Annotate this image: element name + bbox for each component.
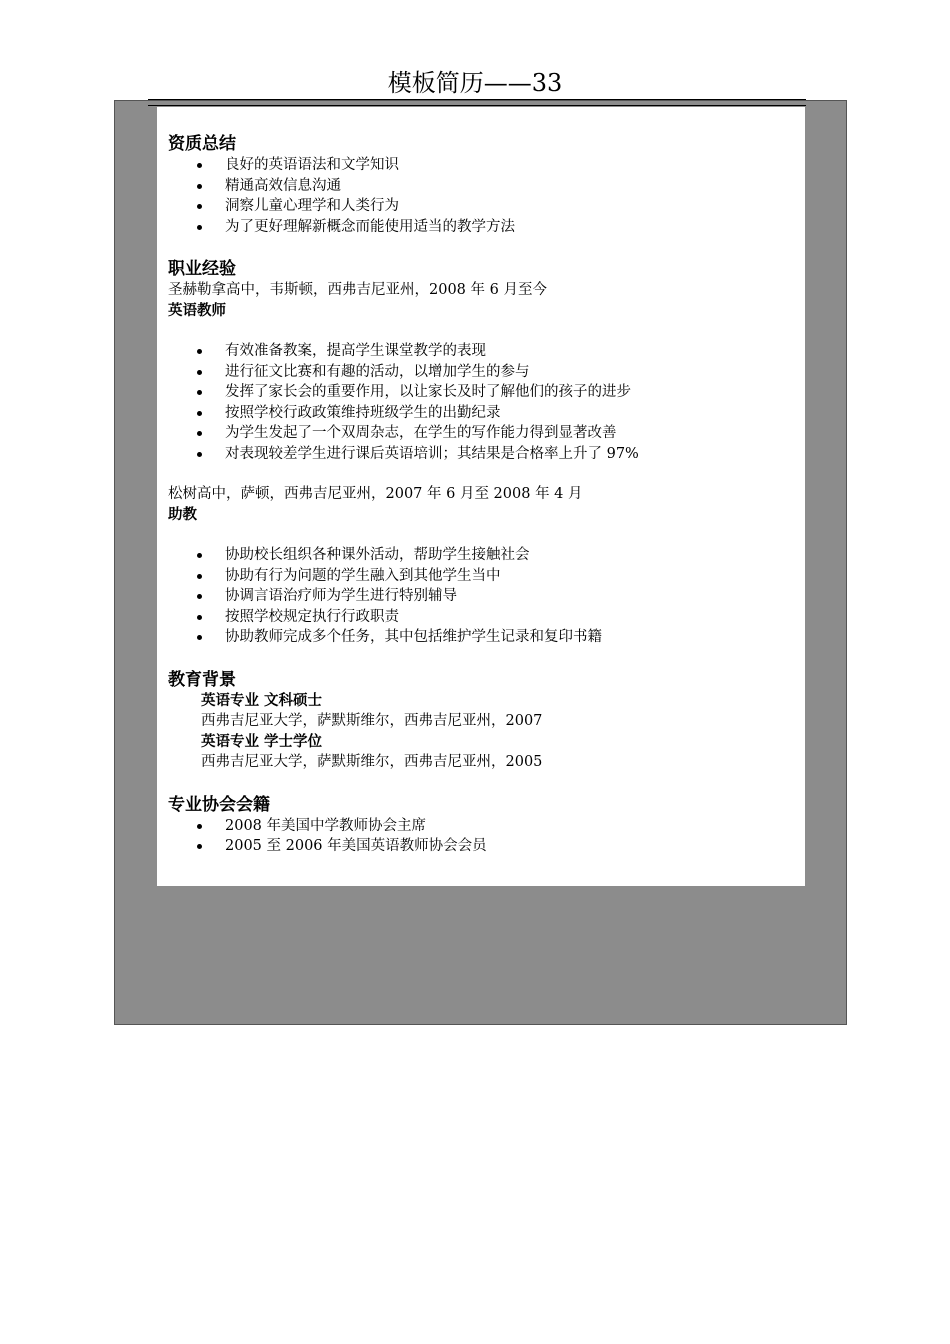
job-place: 圣赫勒拿高中，韦斯顿，西弗吉尼亚州，2008 年 6 月至今 (168, 282, 547, 298)
title-rule-thin (148, 105, 806, 106)
bullet-icon (197, 574, 202, 579)
list-item: 精通高效信息沟通 (168, 176, 798, 197)
list-item: 按照学校行政政策维持班级学生的出勤纪录 (168, 403, 798, 424)
education-entries (168, 691, 798, 773)
bullet-icon (197, 844, 202, 849)
bullet-icon (197, 615, 202, 620)
bullet-icon (197, 635, 202, 640)
list-item: 发挥了家长会的重要作用，以让家长及时了解他们的孩子的进步 (168, 382, 798, 403)
resume-content (168, 133, 798, 857)
bullet-icon (197, 390, 202, 395)
list-item: 按照学校规定执行行政职责 (168, 607, 798, 628)
job-duties-list (168, 545, 798, 648)
job-role: 助教 (168, 506, 197, 523)
list-item: 2008 年美国中学教师协会主席 (168, 816, 798, 837)
bullet-icon (197, 411, 202, 416)
resume-page (157, 107, 805, 886)
list-item: 2005 至 2006 年美国英语教师协会会员 (168, 836, 798, 857)
education-school: 西弗吉尼亚大学，萨默斯维尔，西弗吉尼亚州，2007 (201, 713, 543, 729)
bullet-icon (197, 184, 202, 189)
list-item: 为学生发起了一个双周杂志，在学生的写作能力得到显著改善 (168, 423, 798, 444)
education-degree: 英语专业 学士学位 (201, 733, 323, 750)
list-item: 良好的英语语法和文学知识 (168, 155, 798, 176)
bullet-icon (197, 163, 202, 168)
document-title: 模板简历——33 (387, 69, 563, 97)
list-item: 协调言语治疗师为学生进行特别辅导 (168, 586, 798, 607)
list-item: 协助有行为问题的学生融入到其他学生当中 (168, 566, 798, 587)
qualifications-heading: 资质总结 (168, 134, 236, 154)
education-school: 西弗吉尼亚大学，萨默斯维尔，西弗吉尼亚州，2005 (201, 754, 543, 770)
experience-heading: 职业经验 (168, 259, 236, 279)
job-role: 英语教师 (168, 302, 226, 319)
list-item: 有效准备教案，提高学生课堂教学的表现 (168, 341, 798, 362)
memberships-heading: 专业协会会籍 (168, 794, 270, 815)
bullet-icon (197, 452, 202, 457)
education-heading: 教育背景 (168, 669, 236, 690)
bullet-icon (197, 824, 202, 829)
qualifications-list (168, 155, 798, 237)
bullet-icon (197, 594, 202, 599)
education-degree: 英语专业 文科硕士 (201, 692, 323, 709)
list-item: 对表现较差学生进行课后英语培训；其结果是合格率上升了 97% (168, 444, 798, 465)
bullet-icon (197, 431, 202, 436)
list-item: 洞察儿童心理学和人类行为 (168, 196, 798, 217)
job-duties-list (168, 341, 798, 464)
list-item: 为了更好理解新概念而能使用适当的教学方法 (168, 217, 798, 238)
list-item: 进行征文比赛和有趣的活动，以增加学生的参与 (168, 362, 798, 383)
bullet-icon (197, 553, 202, 558)
bullet-icon (197, 225, 202, 230)
list-item: 协助校长组织各种课外活动，帮助学生接触社会 (168, 545, 798, 566)
memberships-list (168, 816, 798, 857)
list-item: 协助教师完成多个任务，其中包括维护学生记录和复印书籍 (168, 627, 798, 648)
bullet-icon (197, 349, 202, 354)
job-place: 松树高中，萨顿，西弗吉尼亚州，2007 年 6 月至 2008 年 4 月 (168, 486, 583, 502)
bullet-icon (197, 370, 202, 375)
bullet-icon (197, 204, 202, 209)
